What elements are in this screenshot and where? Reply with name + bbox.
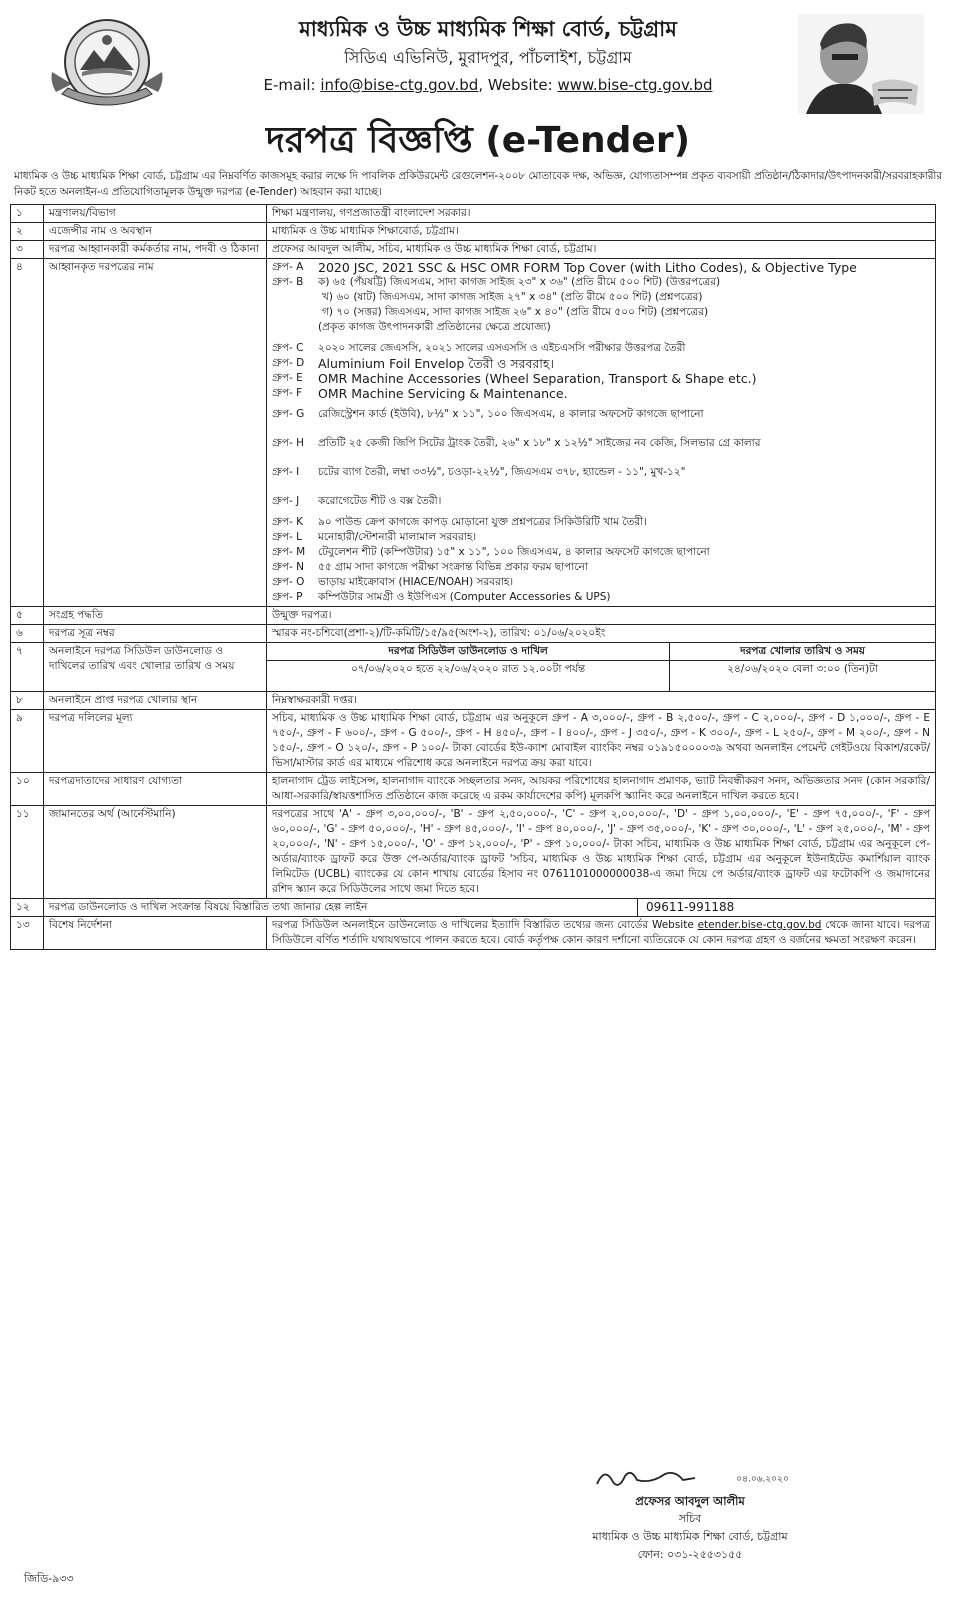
group-label: গ্রুপ- L	[272, 531, 303, 543]
group-e	[272, 371, 930, 386]
group-text: ৯০ পাউন্ড ক্রেপ কাগজে কাপড় মোড়ানো যুক্ত প্রশ্নপত্রের সিকিউরিটি খাম তৈরী।	[318, 516, 647, 528]
group-text: ভাড়ায় মাইক্রোবাস (HIACE/NOAH) সরবরাহ।	[318, 576, 514, 588]
schedule-cell	[267, 643, 936, 692]
row-value: শিক্ষা মন্ত্রণালয়, গণপ্রজাতন্ত্রী বাংলাদেশ সরকার।	[267, 205, 936, 223]
instruction-text: দরপত্র সিডিউল অনলাইনে ডাউনলোড ও দাখিলের ইত্যাদি বিস্তারিত তথ্যের জন্য বোর্ডের Website	[272, 919, 694, 931]
board-name: মাধ্যমিক ও উচ্চ মাধ্যমিক শিক্ষা বোর্ড, চট্টগ্রাম	[299, 17, 677, 41]
row-value: উন্মুক্ত দরপত্র।	[267, 607, 936, 625]
group-p	[272, 590, 930, 605]
tender-notice-page	[8, 6, 948, 950]
table-row	[11, 710, 936, 773]
group-h	[272, 436, 930, 451]
row-label: আহ্বানকৃত দরপত্রের নাম	[44, 259, 267, 607]
table-row	[11, 917, 936, 950]
table-row	[11, 692, 936, 710]
group-text: ৫৫ গ্রাম সাদা কাগজে পরীক্ষা সংক্রান্ত বিভিন্ন প্রকার ফরম ছাপানো	[318, 561, 588, 573]
email-label: E-mail:	[263, 76, 316, 94]
row-value: নিম্নস্বাক্ষরকারী দপ্তর।	[267, 692, 936, 710]
schedule-download-dates: ০৭/০৬/২০২০ হতে ২২/০৬/২০২০ রাত ১২.০০টা পর্যন্ত	[267, 661, 670, 692]
group-text: 2020 JSC, 2021 SSC & HSC OMR FORM Top Cover (with Litho Codes), & Objective Type	[318, 260, 857, 275]
etender-link[interactable]: etender.bise-ctg.gov.bd	[697, 919, 822, 931]
group-text: মনোহারী/স্টেশনারী মালামাল সরবরাহ।	[318, 531, 477, 543]
group-l	[272, 530, 930, 545]
board-logo-icon	[42, 12, 172, 116]
group-j	[272, 494, 930, 509]
row-value: হালনাগাদ ট্রেড লাইসেন্স, হালনাগাদ ব্যাংকে সচ্ছলতার সনদ, আয়কর পরিশোধের হালনাগাদ প্রমাণক, ভ্যাট নিবন্ধীকরণ সনদ, অভিজ্ঞতার সনদ (কোন সরকারি/আধা-সরকারি/স্বায়ত্তশাসিত প্রতিষ্ঠানে কাজ করেছে এ রকম কার্যাদেশের কপি) মূলকপি স্ক্যানিং করে অনলাইনে দাখিল করতে হবে।	[267, 773, 936, 806]
group-text: চটের ব্যাগ তৈরী, লম্বা ৩৩½", চওড়া-২২½", জিএসএম ৩৭৮, হ্যান্ডেল - ১১", মুখ-১২"	[318, 466, 686, 478]
email-link[interactable]: info@bise-ctg.gov.bd	[320, 76, 479, 94]
group-label: গ্রুপ- C	[272, 342, 304, 354]
row-value: প্রফেসর আবদুল আলীম, সচিব, মাধ্যমিক ও উচ্চ মাধ্যমিক শিক্ষা বোর্ড, চট্টগ্রাম।	[267, 241, 936, 259]
table-row	[11, 259, 936, 607]
group-label: গ্রুপ- H	[272, 437, 305, 449]
row-label: এজেন্সীর নাম ও অবস্থান	[44, 223, 267, 241]
group-label: গ্রুপ- F	[272, 387, 303, 399]
header	[8, 6, 948, 116]
row-number: ৫	[11, 607, 44, 625]
helpline-number: 09611-991188	[646, 900, 735, 914]
signature-area	[520, 1462, 860, 1492]
group-text: OMR Machine Accessories (Wheel Separation, Transport & Shape etc.)	[318, 371, 757, 386]
website-link[interactable]: www.bise-ctg.gov.bd	[557, 76, 713, 94]
group-b-note	[272, 320, 930, 335]
schedule-table	[267, 643, 935, 691]
table-row	[11, 643, 936, 692]
portrait-image	[798, 14, 924, 114]
group-label: গ্রুপ- K	[272, 516, 304, 528]
group-label: গ্রুপ- J	[272, 495, 300, 507]
table-row	[11, 223, 936, 241]
row-number: ১৩	[11, 917, 44, 950]
group-m	[272, 545, 930, 560]
row-label: দরপত্র দলিলের মূল্য	[44, 710, 267, 773]
group-text: কম্পিউটার সামগ্রী ও ইউপিএস (Computer Accessories & UPS)	[318, 591, 611, 603]
table-row	[11, 241, 936, 259]
row-number: ১১	[11, 806, 44, 899]
signatory-organization: মাধ্যমিক ও উচ্চ মাধ্যমিক শিক্ষা বোর্ড, চট্টগ্রাম	[592, 1530, 788, 1543]
group-i	[272, 465, 930, 480]
signatory-name: প্রফেসর আবদুল আলীম	[635, 1494, 745, 1508]
row-label: অনলাইনে প্রাপ্ত দরপত্র খোলার স্থান	[44, 692, 267, 710]
signatory-designation: সচিব	[678, 1512, 702, 1525]
group-a	[272, 260, 930, 275]
row-label: জামানতের অর্থ (আর্নেস্টমানি)	[44, 806, 267, 899]
group-label: গ্রুপ- A	[272, 261, 304, 273]
row-label: দরপত্র সূত্র নম্বর	[44, 625, 267, 643]
schedule-header-opening: দরপত্র খোলার তারিখ ও সময়	[670, 643, 935, 661]
signature-icon	[591, 1462, 731, 1492]
row-label: সংগ্রহ পদ্ধতি	[44, 607, 267, 625]
table-row	[11, 773, 936, 806]
group-text: টেবুলেশন শীট (কম্পিউটার) ১৫" x ১১", ১০০ জিএসএম, ৪ কালার অফসেট কাগজে ছাপানো	[318, 546, 710, 558]
row-number: ৬	[11, 625, 44, 643]
row-number: ২	[11, 223, 44, 241]
signatory-phone: ফোন: ০৩১-২৫৫৩১৫৫	[637, 1548, 743, 1561]
table-row	[11, 205, 936, 223]
row-number: ১২	[11, 899, 44, 917]
row-value: সচিব, মাধ্যমিক ও উচ্চ মাধ্যমিক শিক্ষা বোর্ড, চট্টগ্রাম এর অনুকূলে গ্রুপ - A ৩,০০০/-, গ্রুপ - B ২,৫০০/-, গ্রুপ - C ২,০০০/-, গ্রুপ - D ১,০০০/-, গ্রুপ - E ৭৫০/-, গ্রুপ - F ৬০০/-, গ্রুপ - G ৫০০/-, গ্রুপ - H ৪৫০/-, গ্রুপ - I ৪০০/-, গ্রুপ - J ৩৫০/-, গ্রুপ - K ৩০০/-, গ্রুপ - L ২৫০/-, গ্রুপ - M ২০০/-, গ্রুপ - N ১৫০/-, গ্রুপ - O ১২০/-, গ্রুপ - P ১০০/- টাকা বোর্ডের ইউ-ক্যাশ মোবাইল ব্যাংকিং নম্বর ০১৯১৫০০০০৩৯ অথবা অনলাইন পেমেন্ট গেইটওয়ে বিকাশ/রকেট/ভিসা/মাস্টার কার্ড এর মাধ্যমে পরিশোধ করে অনলাইনে দরপত্র ক্রয় করা যাবে।	[267, 710, 936, 773]
group-note: (প্রকৃত কাগজ উৎপাদনকারী প্রতিষ্ঠানের ক্ষেত্রে প্রযোজ্য)	[318, 321, 551, 333]
tender-title: দরপত্র বিজ্ঞপ্তি (e-Tender)	[265, 120, 691, 161]
row-number: ৪	[11, 259, 44, 607]
group-n	[272, 560, 930, 575]
group-d	[272, 356, 930, 371]
row-value: স্মারক নং-চশিবো(প্রশা-২)/টি-কমিটি/১৫/৯৫(অংশ-২), তারিখ: ০১/০৬/২০২০ইং	[267, 625, 936, 643]
row-label: অনলাইনে দরপত্র সিডিউল ডাউনলোড ও দাখিলের তারিখ এবং খোলার তারিখ ও সময়	[44, 643, 267, 692]
row-label: দরপত্রদাতাদের সাধারণ যোগ্যতা	[44, 773, 267, 806]
table-row	[11, 625, 936, 643]
row-number: ৩	[11, 241, 44, 259]
group-b-sub	[272, 305, 930, 320]
row-number: ৯	[11, 710, 44, 773]
group-label: গ্রুপ- P	[272, 591, 303, 603]
row-value: দরপত্রের সাথে 'A' - গ্রুপ ৩,০০,০০০/-, 'B' - গ্রুপ ২,৫০,০০০/-, 'C' - গ্রুপ ২,০০,০০০/-, 'D' - গ্রুপ ১,০০,০০০/-, 'E' - গ্রুপ ৭৫,০০০/-, 'F' - গ্রুপ ৬০,০০০/-, 'G' - গ্রুপ ৫০,০০০/-, 'H' - গ্রুপ ৪৫,০০০/-, 'I' - গ্রুপ ৪০,০০০/-, 'J' - গ্রুপ ৩৫,০০০/-, 'K' - গ্রুপ ৩০,০০০/-, 'L' - গ্রুপ ২৫,০০০/-, 'M' - গ্রুপ ২০,০০০/-, 'N' - গ্রুপ ১৫,০০০/-, 'O' - গ্রুপ ১২,০০০/-, 'P' - গ্রুপ ১০,০০০/- টাকা সচিব, মাধ্যমিক ও উচ্চ মাধ্যমিক শিক্ষা বোর্ড, চট্টগ্রাম এর অনুকূলে পে-অর্ডার/ব্যাংক ড্রাফট করে উক্ত পে-অর্ডার/ব্যাংক ড্রাফট 'সচিব, মাধ্যমিক ও উচ্চ মাধ্যমিক শিক্ষা বোর্ড, চট্টগ্রাম এর অনুকূলে ইউনাইটেড কমার্শিয়াল ব্যাংক লিমিটেড (UCBL) ব্যাংকের যে কোন শাখায় বোর্ডের হিসাব নং 0761101000000038-এ জমা দিয়ে পে অর্ডার/ব্যাংক ড্রাফট এর ফটোকপি ও জমাদানের রশিদ স্ক্যান করে সিডিউলের সাথে জমা দিতে হবে।	[267, 806, 936, 899]
group-f	[272, 386, 930, 401]
group-text: OMR Machine Servicing & Maintenance.	[318, 386, 568, 401]
group-text: ২০২০ সালের জেএসসি, ২০২১ সালের এসএসসি ও এইচএসসি পরীক্ষার উত্তরপত্র তৈরী	[318, 342, 686, 354]
group-text: ক) ৬৫ (পঁয়ষট্টি) জিএসএম, সাদা কাগজ সাইজ ২৩" x ৩৬" (প্রতি রীমে ৫০০ শিট) (উত্তরপত্রের)	[318, 276, 721, 288]
group-label: গ্রুপ- E	[272, 372, 303, 384]
group-text: প্রতিটি ২৫ কেজী জিপি সিটের ট্রাংক তৈরী, ২৬" x ১৮" x ১২½" সাইজের নব কেজি, সিলভার গ্রে কালার	[318, 437, 761, 449]
group-k	[272, 515, 930, 530]
group-text: করোগেটেড শীট ও বক্স তৈরী।	[318, 495, 442, 507]
group-g	[272, 407, 930, 422]
instruction-text: থেকে জানা যাবে। দরপত্র সিডিউলে বর্ণিত শর্তাদি যথাযথভাবে পালন করতে হবে। বোর্ড কর্তৃপক্ষ কোন কারণ দর্শানো ব্যতিরেকে যে কোন দরপত্র গ্রহণ ও বর্জনের ক্ষমতা সংরক্ষণ করেন।	[272, 919, 930, 946]
row-number: ১	[11, 205, 44, 223]
group-label: গ্রুপ- O	[272, 576, 305, 588]
row-label: মন্ত্রণালয়/বিভাগ	[44, 205, 267, 223]
table-row	[11, 899, 936, 917]
row-label: দরপত্র ডাউনলোড ও দাখিল সংক্রান্ত বিষয়ে বিস্তারিত তথ্য জানার হেল্প লাইন	[44, 899, 638, 916]
row-value: মাধ্যমিক ও উচ্চ মাধ্যমিক শিক্ষাবোর্ড, চট্টগ্রাম।	[267, 223, 936, 241]
website-label: Website:	[487, 76, 553, 94]
group-text: Aluminium Foil Envelop তৈরী ও সরবরাহ।	[318, 356, 554, 371]
signature-block	[520, 1462, 860, 1564]
group-b	[272, 275, 930, 290]
tender-groups-list	[267, 259, 936, 607]
row-value	[267, 917, 936, 950]
schedule-opening-date: ২৪/০৬/২০২০ বেলা ৩:০০ (তিন)টা	[670, 661, 935, 692]
group-label: গ্রুপ- D	[272, 357, 305, 369]
table-row	[11, 806, 936, 899]
group-c	[272, 341, 930, 356]
intro-paragraph: মাধ্যমিক ও উচ্চ মাধ্যমিক শিক্ষা বোর্ড, চট্টগ্রাম এর নিম্নবর্ণিত কাজসমূহ করার লক্ষে দি পাবলিক প্রকিউরমেন্ট রেগুলেশন-২০০৮ মোতাবেক দক্ষ, অভিজ্ঞ, যোগ্যতাসম্পন্ন প্রকৃত ব্যবসায়ী প্রতিষ্ঠান/ঠিকাদার/উৎপাদনকারী/সরবরাহকারীর নিকট হতে অনলাইন-এ প্রতিযোগিতামূলক উন্মুক্ত দরপত্র (e-Tender) আহবান করা যাচ্ছে।	[14, 170, 942, 198]
row-label: বিশেষ নির্দেশনা	[44, 917, 267, 950]
group-label: গ্রুপ- N	[272, 561, 305, 573]
advert-code: জিডি-৯৩৩	[24, 1572, 74, 1585]
group-text: খ) ৬০ (ষাট) জিএসএম, সাদা কাগজ সাইজ ২৭" x ৩৪" (প্রতি রীমে ৫০০ শিট) (প্রশ্নপত্রের)	[322, 291, 703, 303]
group-label: গ্রুপ- B	[272, 276, 304, 288]
board-address: সিডিএ এভিনিউ, মুরাদপুর, পাঁচলাইশ, চট্টগ্রাম	[344, 48, 632, 67]
row-number: ১০	[11, 773, 44, 806]
signature-date: ০৪.০৬.২০২০	[736, 1474, 789, 1485]
group-o	[272, 575, 930, 590]
schedule-header-download: দরপত্র সিডিউল ডাউনলোড ও দাখিল	[267, 643, 670, 661]
group-label: গ্রুপ- M	[272, 546, 306, 558]
group-text: গ) ৭০ (সত্তর) জিএসএম, সাদা কাগজ সাইজ ২৬" x ৪০" (প্রতি রীমে ৫০০ শিট) (প্রশ্নপত্রের)	[322, 306, 709, 318]
row-number: ৭	[11, 643, 44, 692]
tender-details-table	[10, 204, 936, 950]
board-contact: E-mail: info@bise-ctg.gov.bd, Website: www.bise-ctg.gov.bd	[263, 76, 713, 94]
helpline-cell	[44, 899, 936, 917]
group-text: রেজিস্ট্রেশন কার্ড (ইউবি), ৮½" x ১১", ১০০ জিএসএম, ৪ কালার অফসেট কাগজে ছাপানো	[318, 408, 704, 420]
row-label: দরপত্র আহ্বানকারী কর্মকর্তার নাম, পদবী ও ঠিকানা	[44, 241, 267, 259]
table-row	[11, 607, 936, 625]
row-number: ৮	[11, 692, 44, 710]
group-b-sub	[272, 290, 930, 305]
group-label: গ্রুপ- I	[272, 466, 300, 478]
group-label: গ্রুপ- G	[272, 408, 305, 420]
